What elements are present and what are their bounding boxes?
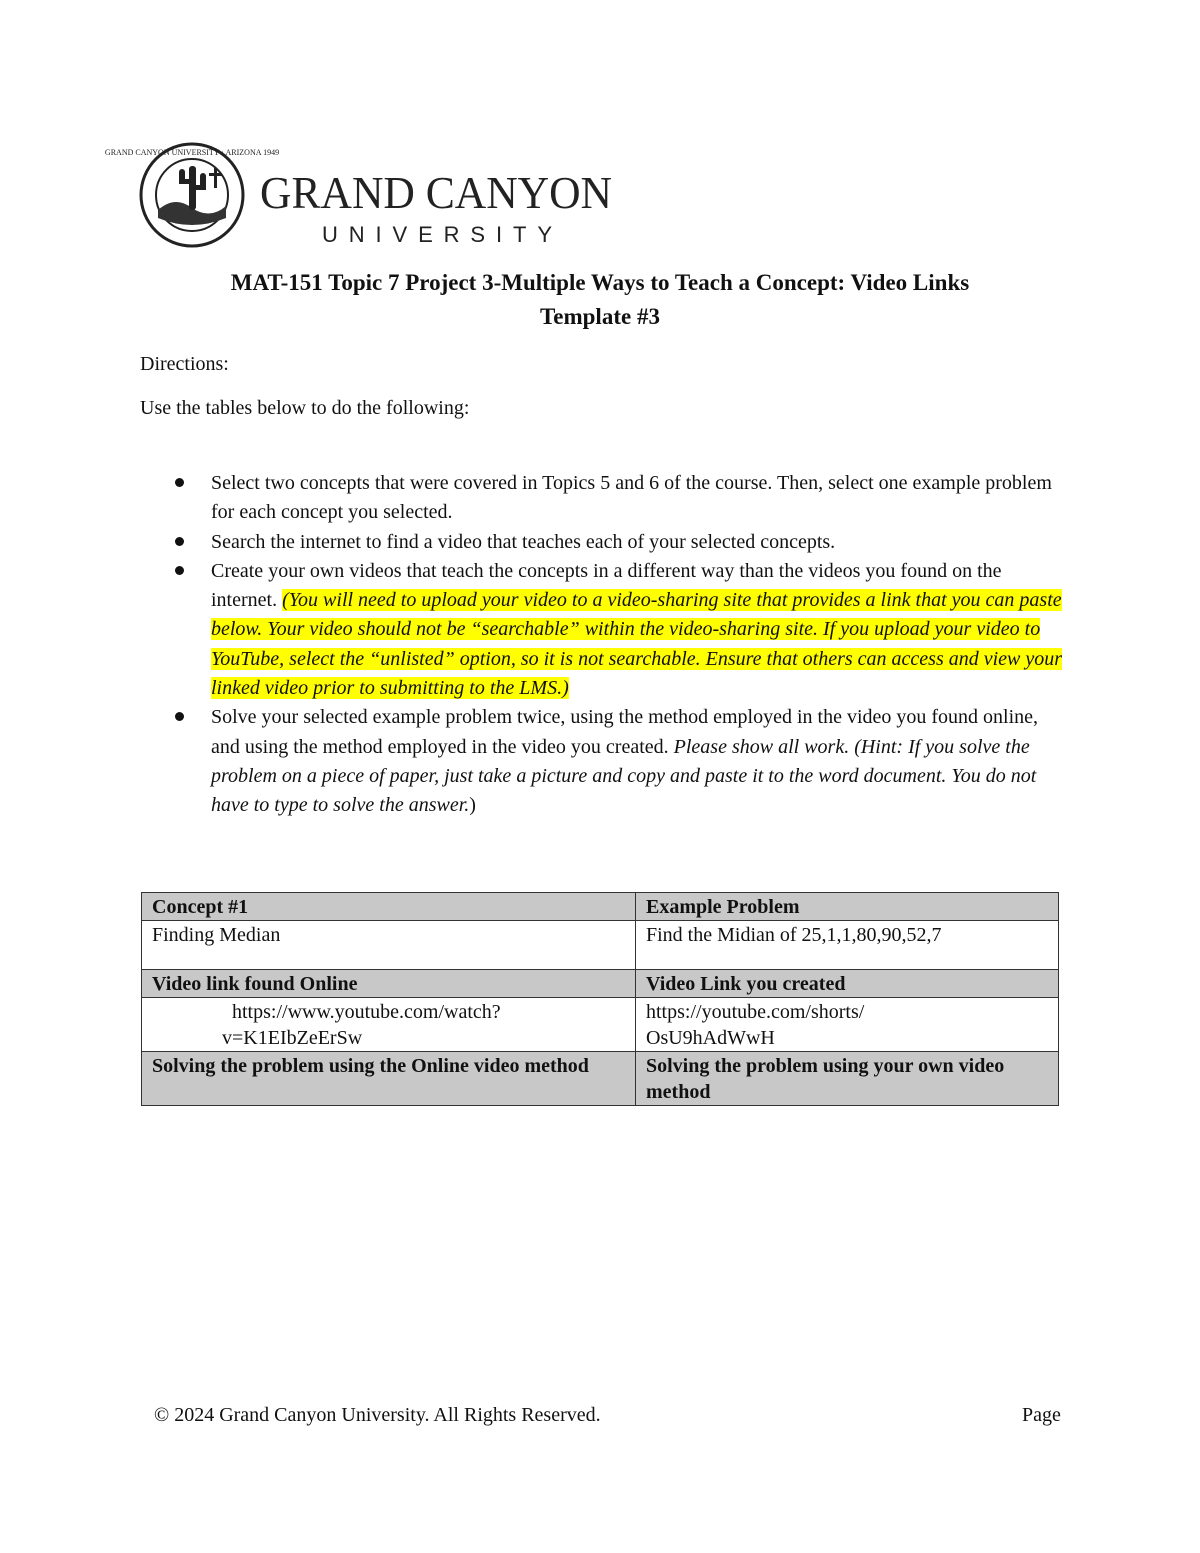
list-item	[140, 528, 1070, 557]
table-row	[142, 921, 1059, 970]
online-link-line1[interactable]: https://www.youtube.com/watch?	[232, 1001, 501, 1023]
gcu-seal-icon	[104, 140, 620, 250]
list-item	[140, 469, 1070, 528]
table-row	[142, 970, 1059, 998]
table-row	[142, 893, 1059, 921]
concept-table	[141, 892, 1059, 1106]
concept-cell[interactable]: Finding Median	[142, 921, 636, 970]
title-line1: MAT-151 Topic 7 Project 3-Multiple Ways to Teach a Concept: Video Links	[230, 270, 970, 295]
intro-text: Use the tables below to do the following:	[140, 397, 470, 419]
wordmark-line2: UNIVERSITY	[322, 222, 552, 247]
italic-note: Please show all work. (Hint: If you solve the problem on a piece of paper, just take a picture and copy and paste it to the word document. You do not have to type to solve the answer.	[211, 735, 1037, 817]
list-item	[140, 557, 1070, 703]
table-row	[142, 998, 1059, 1052]
bullet-tail: )	[469, 794, 476, 817]
gcu-logo	[104, 140, 620, 250]
example-header: Example Problem	[636, 893, 1059, 921]
svg-text:GRAND CANYON UNIVERSITY · ARIZ: GRAND CANYON UNIVERSITY · ARIZONA 1949	[104, 148, 280, 157]
bullet-icon	[175, 478, 184, 487]
solve-online-header: Solving the problem using the Online video method	[142, 1052, 636, 1106]
instruction-list	[140, 469, 1070, 821]
own-link-line1[interactable]: https://youtube.com/shorts/	[646, 1001, 865, 1023]
list-item	[140, 703, 1070, 820]
seal-text	[105, 148, 279, 157]
bullet-text: Select two concepts that were covered in Topics 5 and 6 of the course. Then, select one example problem for each concept you selected.	[211, 472, 1052, 524]
online-link-line2[interactable]: v=K1EIbZeErSw	[222, 1027, 363, 1049]
online-link-header: Video link found Online	[142, 970, 636, 998]
bullet-text: Search the internet to find a video that teaches each of your selected concepts.	[211, 530, 836, 553]
own-link-cell[interactable]	[636, 998, 1059, 1052]
title-line2: Template #3	[540, 304, 660, 329]
page-label: Page	[1022, 1404, 1061, 1426]
document-title	[140, 266, 1060, 334]
bullet-icon	[175, 712, 184, 721]
copyright-footer: © 2024 Grand Canyon University. All Rights Reserved.	[154, 1404, 601, 1426]
solve-own-header: Solving the problem using your own video method	[636, 1052, 1059, 1106]
example-cell[interactable]: Find the Midian of 25,1,1,80,90,52,7	[636, 921, 1059, 970]
highlighted-note: (You will need to upload your video to a video-sharing site that provides a link that you can paste below. Your video should not be “searchable” within the video-sharing site. If you upload your video to YouTube, select the “unlisted” option, so it is not searchable. Ensure that others can access and view your linked video prior to submitting to the LMS.)	[211, 589, 1063, 700]
directions-label: Directions:	[140, 353, 229, 375]
table-row	[142, 1052, 1059, 1106]
own-link-header: Video Link you created	[636, 970, 1059, 998]
wordmark-line1: GRAND CANYON	[260, 167, 612, 218]
concept-header: Concept #1	[142, 893, 636, 921]
bullet-text: Solve your selected example problem twice, using the method employed in the video you found online, and using the method employed in the video you created.	[211, 706, 1039, 758]
bullet-text: Create your own videos that teach the concepts in a different way than the videos you found on the internet.	[211, 559, 1002, 612]
bullet-icon	[175, 566, 184, 575]
online-link-cell[interactable]	[142, 998, 636, 1052]
own-link-line2[interactable]: OsU9hAdWwH	[646, 1027, 775, 1049]
bullet-icon	[175, 537, 184, 546]
